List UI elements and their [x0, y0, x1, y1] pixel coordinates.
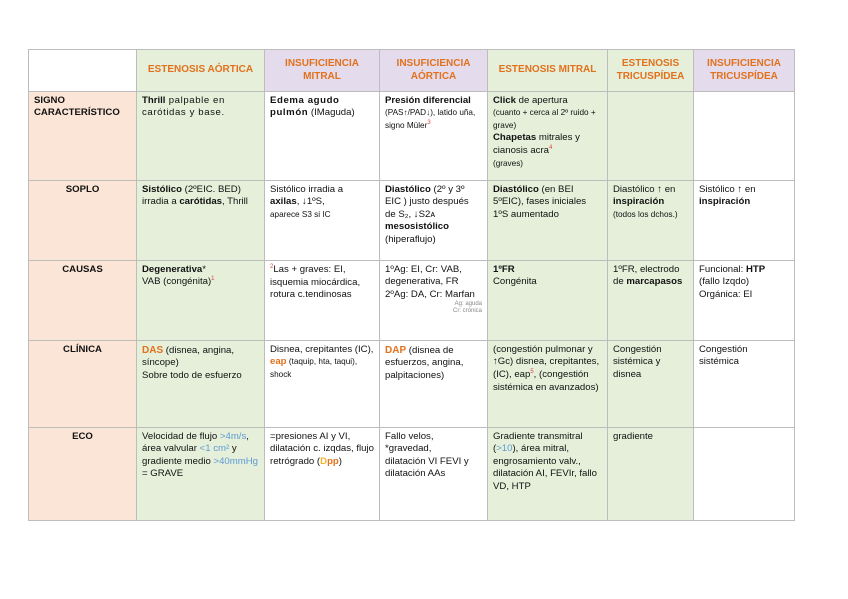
- header-estenosis-aortica: ESTENOSIS AÓRTICA: [137, 50, 265, 92]
- text: = GRAVE: [142, 468, 184, 480]
- note-aguda: Ag: aguda: [454, 301, 482, 308]
- text: VAB (congénita): [142, 276, 212, 288]
- cell-eco-em: [488, 428, 608, 521]
- cell-eco-ia: [380, 428, 488, 521]
- value-highlight: >10: [496, 443, 513, 455]
- text: 1ºAg: EI, Cr: VAB, degenerativa, FR 2ºAg: DA, Cr: Marfan: [385, 264, 475, 300]
- cell-clinica-em: [488, 341, 608, 428]
- text: (2º y 3º EIC ) justo después de S₂, ↓S2ᴀ: [385, 184, 469, 220]
- text-bold: inspiración: [613, 196, 665, 208]
- cell-soplo-ea: [137, 181, 265, 261]
- text-highlight: eap: [270, 356, 287, 368]
- text: gradiente: [613, 431, 654, 442]
- text: (fallo Izqdo): [699, 276, 750, 288]
- text: Gradiente transmitral (: [493, 431, 583, 455]
- cell-signo-im: [265, 92, 380, 181]
- row-label-signo: SIGNO CARACTERÍSTICO: [29, 92, 137, 181]
- row-label-causas: CAUSAS: [29, 261, 137, 341]
- text: Funcional:: [699, 264, 746, 275]
- text-bold: mesosistólico: [385, 221, 449, 233]
- cell-causas-it: [694, 261, 795, 341]
- text: ): [338, 455, 342, 467]
- text-bold: Sistólico: [142, 184, 182, 195]
- text: 1ºFR, electrodo de: [613, 264, 680, 288]
- text-bold: Degenerativa: [142, 264, 203, 275]
- text: Sistólico: [699, 184, 735, 195]
- text: y gradiente medio: [142, 443, 237, 467]
- text-bold: Click: [493, 95, 516, 106]
- footnote-marker: 3: [427, 119, 431, 126]
- text: (hiperaflujo): [385, 233, 436, 245]
- cell-clinica-im: [265, 341, 380, 428]
- row-label-clinica: CLÍNICA: [29, 341, 137, 428]
- cell-eco-et: [608, 428, 694, 521]
- text-bold: 1ºFR: [493, 264, 515, 275]
- text: mitrales y cianosis acra: [493, 132, 580, 157]
- cell-causas-im: [265, 261, 380, 341]
- row-causas: [29, 261, 795, 341]
- value-highlight: <1 cm²: [199, 443, 230, 455]
- value-highlight: >40mmHg: [213, 455, 258, 467]
- cell-eco-im: [265, 428, 380, 521]
- text: (PAS↑/PAD↓), latido uña, signo Müler: [385, 108, 476, 131]
- text-small: (graves): [493, 158, 524, 168]
- text: Congestión sistémica y disnea: [613, 344, 662, 380]
- cell-signo-ea: [137, 92, 265, 181]
- header-insuficiencia-aortica: INSUFICIENCIA AÓRTICA: [380, 50, 488, 92]
- row-eco: [29, 428, 795, 521]
- cell-eco-ea: [137, 428, 265, 521]
- header-row: [29, 50, 795, 92]
- text: (IMaguda): [308, 107, 355, 119]
- cell-causas-et: [608, 261, 694, 341]
- text-highlight: pp: [327, 455, 339, 467]
- text: *gravedad,: [385, 443, 432, 455]
- text: ), área mitral, engrosamiento valv., dilatación AI, FEVIr, fallo VD, HTP: [493, 443, 597, 492]
- text: Diastólico: [613, 184, 655, 195]
- text: Congénita: [493, 276, 537, 288]
- row-label-eco: ECO: [29, 428, 137, 521]
- cell-signo-et: [608, 92, 694, 181]
- text-bold: Edema agudo pulmón: [270, 95, 340, 119]
- text: Velocidad de flujo: [142, 431, 220, 442]
- cell-soplo-it: [694, 181, 795, 261]
- text: palpable en carótidas y base.: [142, 95, 225, 119]
- text-bold: axilas: [270, 196, 297, 208]
- comparison-table: [28, 49, 795, 521]
- cell-causas-ia: [380, 261, 488, 341]
- text: *: [202, 264, 206, 275]
- text-bold: inspiración: [699, 196, 751, 208]
- text: Disnea, crepitantes (IC),: [270, 344, 374, 355]
- text-bold: Diastólico: [493, 184, 539, 195]
- text: , área valvular: [142, 431, 249, 455]
- row-soplo: [29, 181, 795, 261]
- row-label-soplo: SOPLO: [29, 181, 137, 261]
- value-highlight: >4m/s: [219, 431, 247, 442]
- text: (congestión pulmonar y ↑Gc) disnea, crepitantes, (IC), eap: [493, 344, 600, 381]
- text: =presiones AI y VI, dilatación c. izqdas, flujo retrógrado (: [270, 431, 374, 467]
- text: ↑ en: [734, 184, 756, 195]
- text: (disnea de esfuerzos, angina, palpitaciones): [385, 345, 464, 381]
- row-clinica: [29, 341, 795, 428]
- cell-soplo-et: [608, 181, 694, 261]
- text: (disnea, angina, síncope): [142, 345, 235, 369]
- cell-soplo-im: [265, 181, 380, 261]
- text-small: (cuanto + cerca al 2º ruido + grave): [493, 108, 596, 130]
- footnote-marker: 5: [530, 368, 534, 375]
- text: (en BEI 5ºEIC), fases iniciales 1ºS aumentado: [493, 184, 587, 220]
- text-highlight: DAP: [385, 345, 407, 356]
- text-small: aparece S3 si IC: [270, 209, 331, 219]
- text: dilatación VI FEVI y dilatación AAs: [385, 455, 469, 480]
- cell-signo-it: [694, 92, 795, 181]
- text: (2ºEIC. BED) irradia a: [142, 184, 241, 208]
- cell-soplo-ia: [380, 181, 488, 261]
- text-bold: carótidas: [179, 196, 222, 208]
- text-bold: Diastólico: [385, 184, 431, 195]
- text: ↑ en: [654, 184, 676, 195]
- text-bold: marcapasos: [626, 276, 683, 288]
- text: , Thrill: [222, 196, 248, 208]
- text-highlight: DAS: [142, 345, 164, 356]
- text-small: Sobre todo de esfuerzo: [142, 369, 242, 381]
- header-insuficiencia-mitral: INSUFICIENCIA MITRAL: [265, 50, 380, 92]
- footnote-marker: 2: [270, 264, 274, 270]
- corner-cell: [29, 50, 137, 92]
- footnote-marker: 4: [549, 144, 553, 151]
- cell-clinica-ia: [380, 341, 488, 428]
- cell-clinica-ea: [137, 341, 265, 428]
- text: Congestión sistémica: [699, 344, 748, 368]
- cell-signo-ia: [380, 92, 488, 181]
- note-cronica: Cr: crónica: [452, 308, 482, 315]
- text-highlight: D: [320, 455, 328, 467]
- cell-eco-it: [694, 428, 795, 521]
- cell-causas-ea: [137, 261, 265, 341]
- footnote-marker: 1: [211, 276, 215, 283]
- row-signo: [29, 92, 795, 181]
- header-estenosis-tricuspidea: ESTENOSIS TRICUSPÍDEA: [608, 50, 694, 92]
- text-bold: Presión diferencial: [385, 95, 471, 106]
- cell-signo-em: [488, 92, 608, 181]
- text: de apertura: [515, 95, 568, 106]
- header-estenosis-mitral: ESTENOSIS MITRAL: [488, 50, 608, 92]
- text: , ↓1ºS,: [296, 196, 325, 208]
- text: (taquip, hta, taqui), shock: [270, 357, 358, 379]
- cell-clinica-it: [694, 341, 795, 428]
- text-small: (todos los dchos.): [613, 209, 678, 219]
- header-insuficiencia-tricuspidea: INSUFICIENCIA TRICUSPÍDEA: [694, 50, 795, 92]
- text-bold: Thrill: [142, 95, 166, 106]
- text-bold: HTP: [745, 264, 766, 275]
- text: Las + graves: EI, isquemia miocárdica, rotura c.tendinosas: [270, 264, 361, 301]
- cell-clinica-et: [608, 341, 694, 428]
- cell-soplo-em: [488, 181, 608, 261]
- text: Fallo velos,: [385, 431, 434, 442]
- text-bold: Chapetas: [493, 132, 537, 144]
- text: Orgánica: EI: [699, 288, 753, 300]
- text: Sistólico irradia a: [270, 184, 344, 195]
- cell-causas-em: [488, 261, 608, 341]
- text: , (congestión sistémica en avanzados): [493, 369, 599, 393]
